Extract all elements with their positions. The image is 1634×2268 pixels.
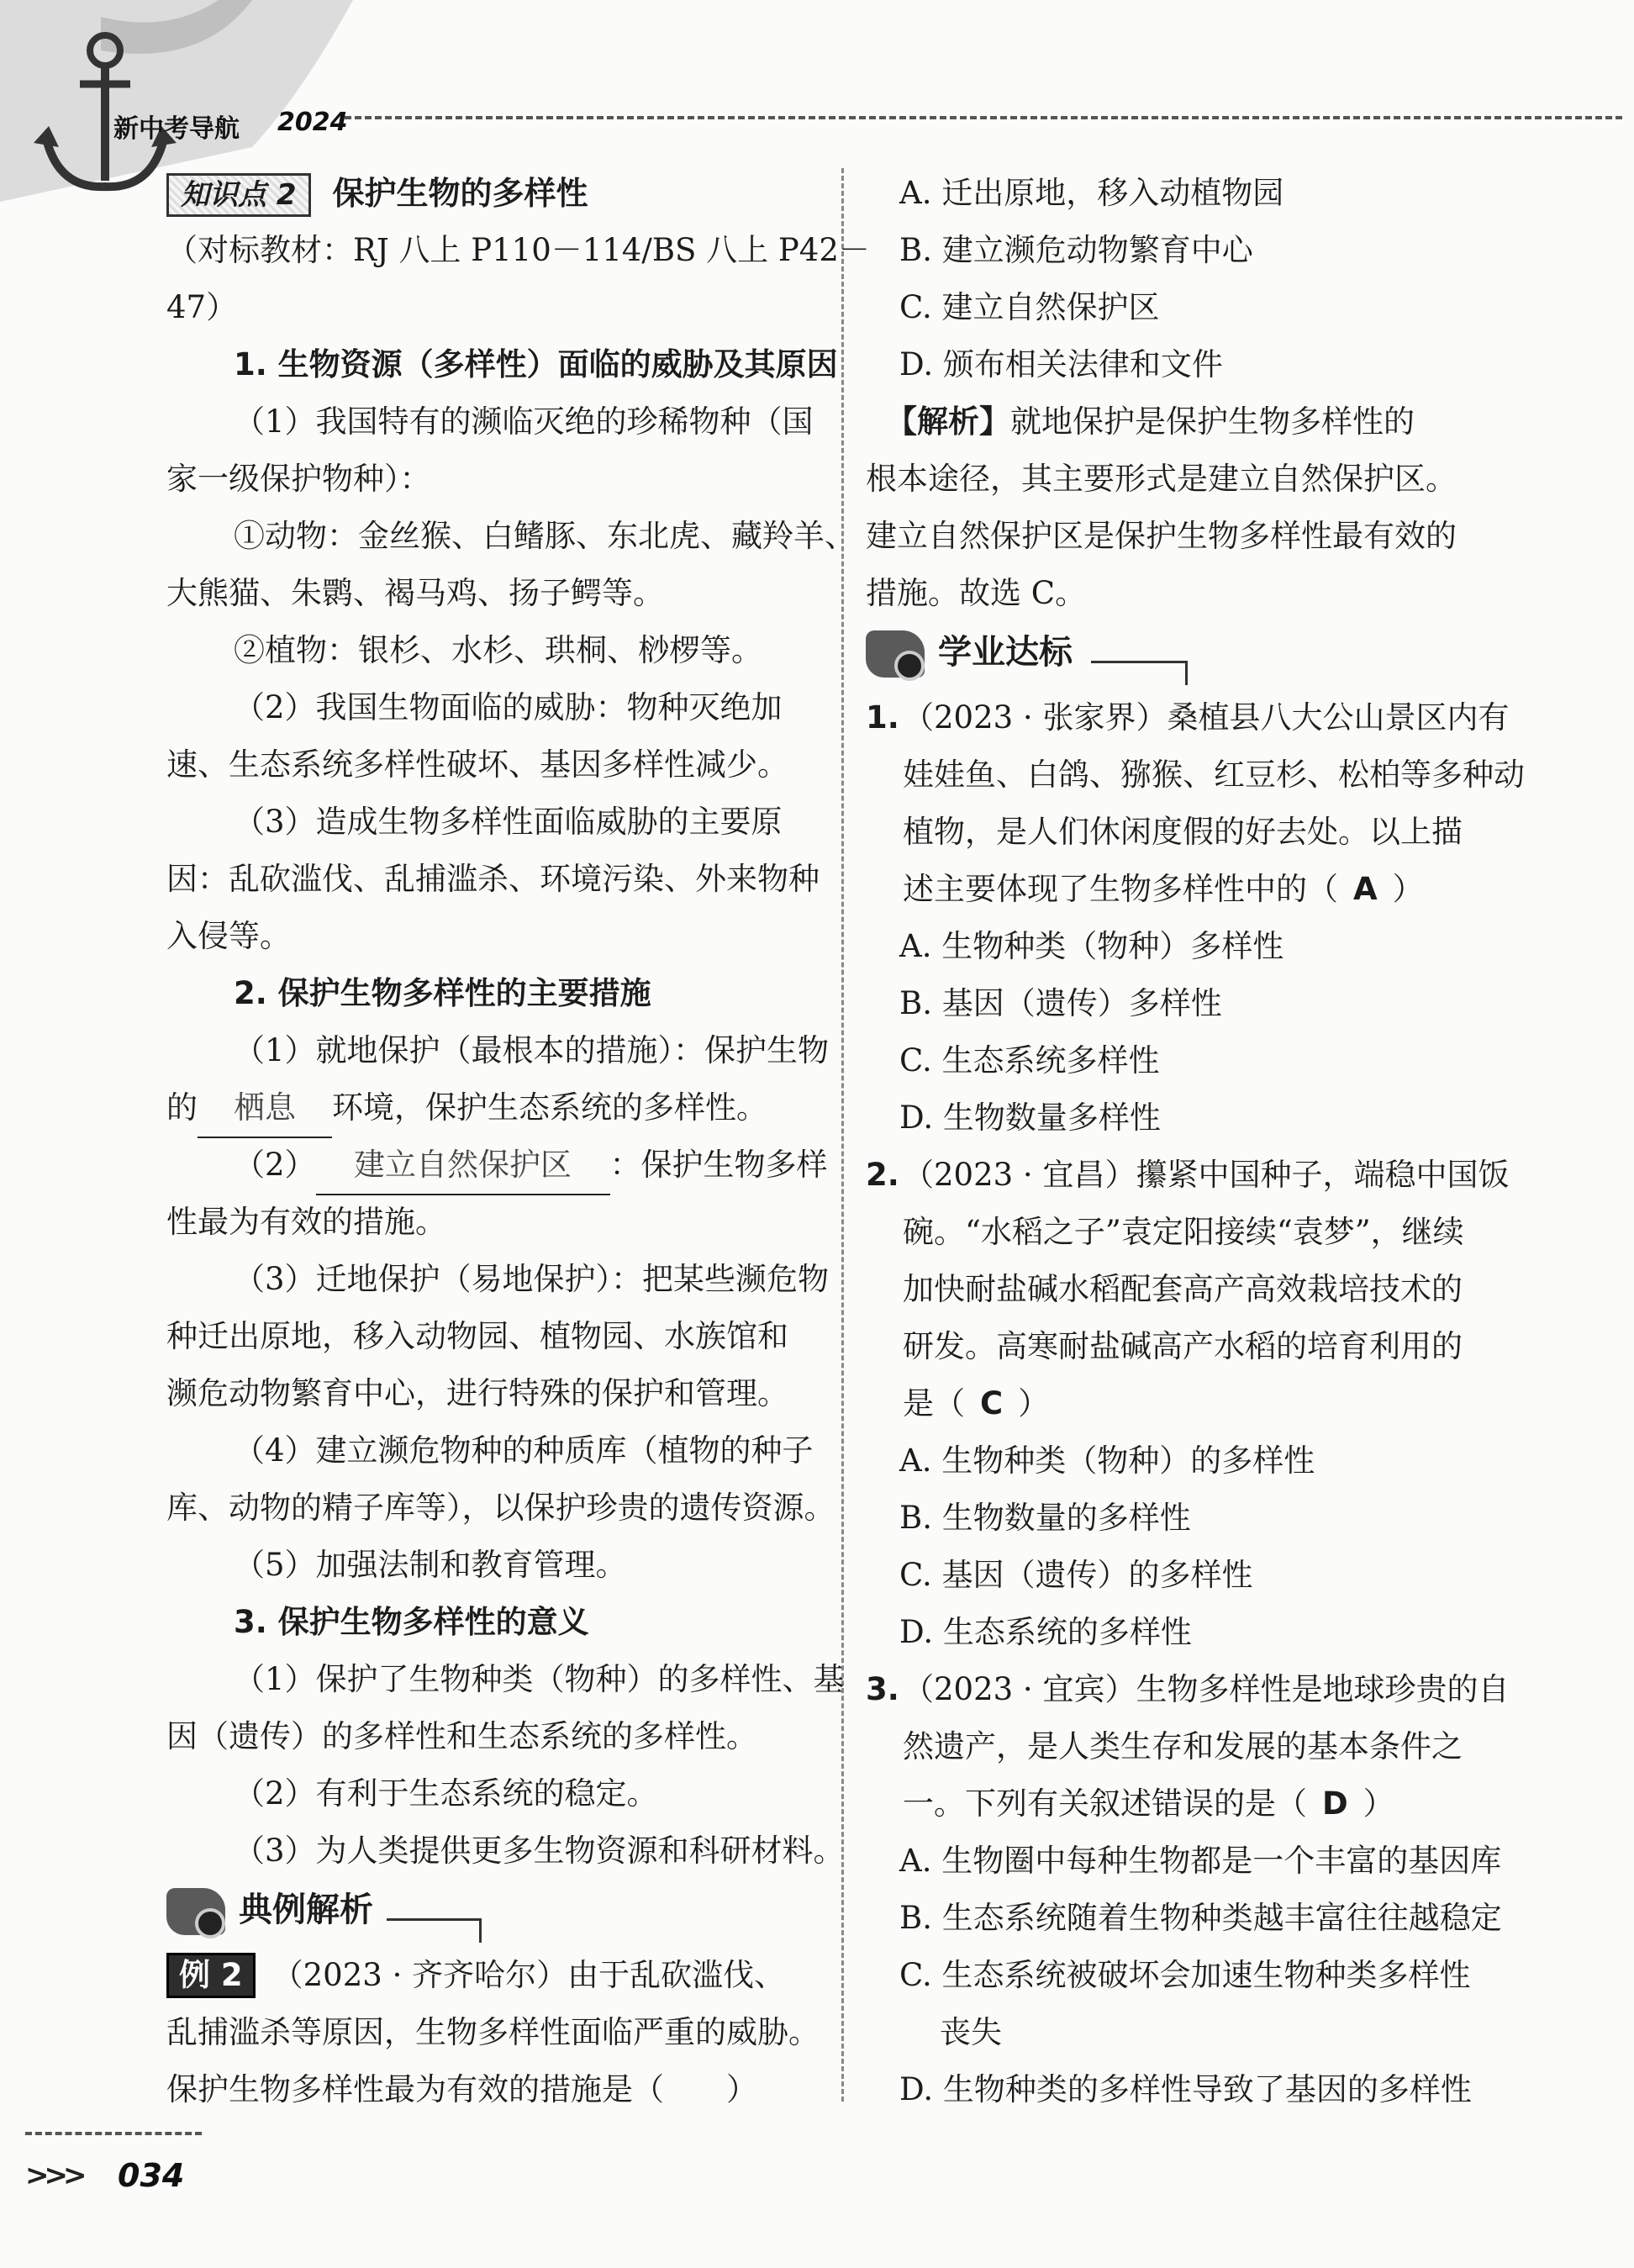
paragraph: 保护生物多样性最为有效的措施是（ ） — [166, 2071, 757, 2107]
example-question — [166, 1947, 822, 2004]
paragraph: 家一级保护物种）： — [166, 461, 431, 497]
question-2 — [866, 1147, 1521, 1204]
text: （2023 · 宜宾）生物多样性是地球珍贵的自 — [903, 1671, 1510, 1707]
question-number: 1. — [866, 699, 899, 736]
subheading-significance: 3. 保护生物多样性的意义 — [234, 1604, 589, 1640]
paragraph: （3）造成生物多样性面临威胁的主要原 — [234, 804, 783, 840]
option: B. 生物数量的多样性 — [899, 1500, 1191, 1536]
textbook-reference: （对标教材：RJ 八上 P110－114/BS 八上 P42－ — [166, 232, 870, 268]
paragraph: 速、生态系统多样性破坏、基因多样性减少。 — [166, 746, 788, 783]
paragraph: 加快耐盐碱水稻配套高产高效栽培技术的 — [903, 1271, 1463, 1307]
paragraph: 大熊猫、朱鹮、褐马鸡、扬子鳄等。 — [166, 575, 664, 611]
right-column — [866, 165, 1525, 2118]
text: ） — [1392, 871, 1424, 907]
paragraph: 乱捕滥杀等原因，生物多样性面临严重的威胁。 — [166, 2014, 820, 2050]
option: C. 建立自然保护区 — [899, 289, 1160, 325]
text: 环境，保护生态系统的多样性。 — [332, 1089, 767, 1126]
option: A. 生物种类（物种）的多样性 — [899, 1443, 1315, 1479]
paragraph: （1）保护了生物种类（物种）的多样性、基 — [234, 1661, 845, 1697]
option: D. 生态系统的多样性 — [899, 1614, 1192, 1650]
paragraph: （3）为人类提供更多生物资源和科研材料。 — [234, 1833, 845, 1869]
footer-divider — [25, 2132, 202, 2135]
analysis — [866, 393, 1521, 451]
paragraph: （1）我国特有的濒临灭绝的珍稀物种（国 — [234, 403, 814, 440]
paragraph: 植物，是人们休闲度假的好去处。以上描 — [903, 814, 1463, 850]
textbook-reference-cont: 47） — [166, 289, 238, 325]
page-number: 034 — [118, 2157, 185, 2194]
camera-icon — [166, 1888, 225, 1935]
question-number: 2. — [866, 1157, 899, 1193]
question-answer-line — [866, 1375, 1521, 1432]
text: ：保护生物多样 — [609, 1147, 828, 1183]
fill-blank-line — [166, 1079, 822, 1137]
paragraph: 因：乱砍滥伐、乱捕滥杀、环境污染、外来物种 — [166, 861, 820, 897]
text: （2） — [234, 1147, 316, 1183]
brand-year: 2024 — [277, 108, 348, 137]
paragraph: 措施。故选 C。 — [866, 575, 1087, 611]
text: 述主要体现了生物多样性中的（ — [903, 871, 1338, 907]
question-answer-line — [866, 1775, 1521, 1833]
analysis-tag: 【解析】 — [886, 403, 1010, 440]
option: C. 生态系统被破坏会加速生物种类多样性 — [899, 1957, 1471, 1993]
fill-blank-answer: 建立自然保护区 — [316, 1137, 610, 1195]
option: C. 生态系统多样性 — [899, 1042, 1160, 1079]
paragraph: 入侵等。 — [166, 918, 291, 954]
knowledge-point-heading — [166, 165, 822, 222]
answer: A — [1353, 871, 1378, 907]
section-title: 学业达标 — [938, 633, 1073, 672]
text: ） — [1018, 1385, 1050, 1421]
option: B. 建立濒危动物繁育中心 — [899, 232, 1253, 268]
question-3 — [866, 1661, 1521, 1718]
answer: D — [1322, 1785, 1348, 1822]
text: （2023 · 齐齐哈尔）由于乱砍滥伐、 — [271, 1957, 786, 1993]
paragraph: （4）建立濒危物种的种质库（植物的种子 — [234, 1432, 814, 1469]
paragraph: 库、动物的精子库等），以保护珍贵的遗传资源。 — [166, 1490, 835, 1526]
option: B. 基因（遗传）多样性 — [899, 985, 1222, 1021]
knowledge-point-title: 保护生物的多样性 — [332, 175, 588, 212]
paragraph: 研发。高寒耐盐碱高产水稻的培育利用的 — [903, 1328, 1463, 1364]
paragraph: 性最为有效的措施。 — [166, 1204, 446, 1240]
option: A. 迁出原地，移入动植物园 — [899, 175, 1284, 211]
paragraph: 因（遗传）的多样性和生态系统的多样性。 — [166, 1718, 757, 1754]
text: 是（ — [903, 1385, 965, 1421]
paragraph: 娃娃鱼、白鸽、猕猴、红豆杉、松柏等多种动 — [903, 757, 1525, 793]
text: （2023 · 张家界）桑植县八大公山景区内有 — [903, 699, 1510, 736]
option: B. 生态系统随着生物种类越丰富往往越稳定 — [899, 1900, 1502, 1936]
option: D. 生物种类的多样性导致了基因的多样性 — [899, 2071, 1472, 2107]
paragraph: （2）我国生物面临的威胁：物种灭绝加 — [234, 689, 783, 725]
paragraph: 碗。“水稻之子”袁定阳接续“袁梦”，继续 — [903, 1214, 1464, 1250]
paragraph: 种迁出原地，移入动物园、植物园、水族馆和 — [166, 1318, 788, 1354]
option: A. 生物种类（物种）多样性 — [899, 928, 1284, 964]
text: （2023 · 宜昌）攥紧中国种子，端稳中国饭 — [903, 1157, 1510, 1193]
option: C. 基因（遗传）的多样性 — [899, 1557, 1253, 1593]
text: 一。下列有关叙述错误的是（ — [903, 1785, 1307, 1822]
paragraph: ①动物：金丝猴、白鳍豚、东北虎、藏羚羊、 — [234, 518, 856, 554]
camera-icon — [866, 630, 925, 678]
section-heading-examples — [166, 1880, 822, 1947]
left-column — [166, 165, 870, 2118]
header-divider — [345, 116, 1622, 119]
section-heading-practice — [866, 622, 1521, 689]
column-divider — [841, 168, 844, 2102]
text: ） — [1363, 1785, 1394, 1822]
question-answer-line — [866, 861, 1521, 918]
subheading-measures: 2. 保护生物多样性的主要措施 — [234, 975, 651, 1011]
paragraph: 建立自然保护区是保护生物多样性最有效的 — [866, 518, 1457, 554]
option-cont: 丧失 — [940, 2014, 1002, 2050]
brand-title: 新中考导航 — [113, 114, 240, 144]
paragraph: （5）加强法制和教育管理。 — [234, 1547, 627, 1583]
paragraph: 然遗产，是人类生存和发展的基本条件之 — [903, 1728, 1463, 1764]
paragraph: （2）有利于生态系统的稳定。 — [234, 1775, 658, 1812]
paragraph: ②植物：银杉、水杉、珙桐、桫椤等。 — [234, 632, 762, 668]
paragraph: （3）迁地保护（易地保护）：把某些濒危物 — [234, 1261, 830, 1297]
text: 就地保护是保护生物多样性的 — [1010, 403, 1415, 440]
option: D. 颁布相关法律和文件 — [899, 346, 1223, 382]
question-1 — [866, 689, 1521, 746]
option: A. 生物圈中每种生物都是一个丰富的基因库 — [899, 1843, 1502, 1879]
answer: C — [980, 1385, 1004, 1421]
paragraph: 根本途径，其主要形式是建立自然保护区。 — [866, 461, 1457, 497]
fill-blank-answer: 栖息 — [198, 1079, 332, 1138]
knowledge-point-tag: 知识点 2 — [166, 173, 311, 217]
option: D. 生物数量多样性 — [899, 1100, 1161, 1136]
example-tag: 例 2 — [166, 1953, 256, 1998]
arrow-icon — [1091, 661, 1188, 685]
section-title: 典例解析 — [239, 1891, 373, 1929]
text: 的 — [166, 1089, 198, 1126]
paragraph: （1）就地保护（最根本的措施）：保护生物 — [234, 1032, 830, 1068]
subheading-threats: 1. 生物资源（多样性）面临的威胁及其原因 — [234, 346, 838, 382]
question-number: 3. — [866, 1671, 899, 1707]
paragraph: 濒危动物繁育中心，进行特殊的保护和管理。 — [166, 1375, 788, 1411]
page-arrows-icon: >>> — [25, 2159, 82, 2192]
fill-blank-line — [166, 1137, 828, 1194]
arrow-icon — [387, 1918, 482, 1943]
